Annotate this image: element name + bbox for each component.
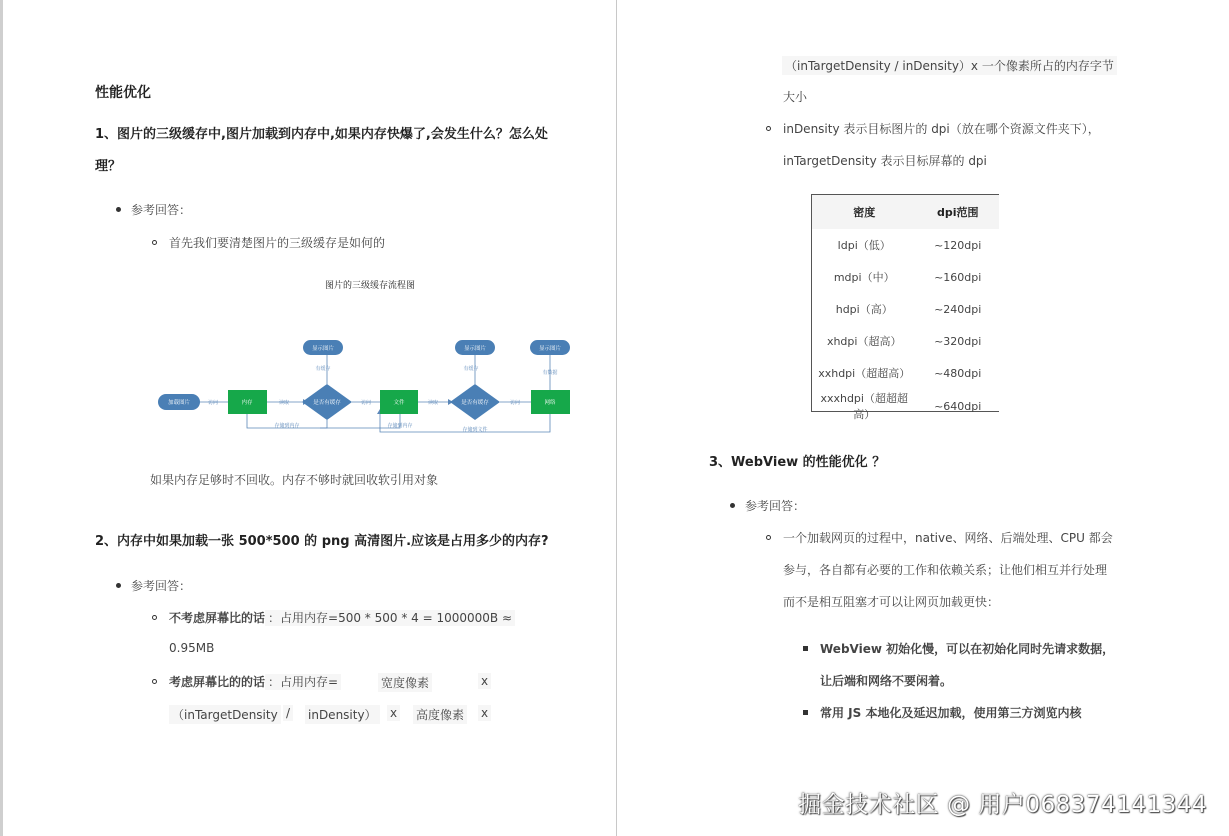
table-cell: ldpi（低） [837, 239, 891, 252]
q2-line2-f: x [478, 705, 491, 721]
page-divider [616, 0, 617, 836]
q1-sub1: 首先我们要清楚图片的三级缓存是如何的 [169, 236, 386, 250]
table-row [812, 389, 999, 423]
bullet-circle [152, 615, 157, 620]
diagram-label-has-cache2: 有缓存 [463, 366, 479, 372]
bullet-square [803, 710, 808, 715]
formula-cont-line2: 大小 [783, 90, 808, 104]
table-cell: hdpi（高） [835, 303, 893, 316]
table-header-density: 密度 [812, 195, 916, 229]
diagram-label-visit3: 访问 [509, 400, 521, 406]
q2-title: 2、内存中如果加载一张 500*500 的 png 高清图片.应该是占用多少的内存? [95, 534, 549, 549]
q3-item1-line1: WebView 初始化慢，可以在初始化同时先请求数据， [820, 642, 1115, 656]
q1-ref-label: 参考回答： [131, 203, 192, 217]
table-row [812, 293, 999, 325]
bullet-dot [116, 583, 121, 588]
q2-item1 [169, 609, 515, 626]
table-row [812, 357, 999, 389]
diagram-label-check-file: 是否有缓存 [461, 400, 489, 406]
density-note-line1: inDensity 表示目标图片的 dpi（放在哪个资源文件夹下）， [783, 122, 1100, 136]
q2-item2-x1: x [478, 673, 491, 689]
q3-title: 3、WebView 的性能优化 ？ [709, 455, 886, 470]
q3-sub-line2: 参与，各自都有必要的工作和依赖关系；让他们相互并行处理 [783, 563, 1108, 577]
table-row [812, 229, 999, 261]
q3-sub-line3: 而不是相互阻塞才可以让网页加载更快： [783, 595, 1000, 609]
diagram-label-store-mem: 存储到内存 [274, 423, 300, 429]
section-title: 性能优化 [95, 85, 151, 101]
table-cell: mdpi（中） [833, 271, 895, 284]
diagram-title: 图片的三级缓存流程图 [324, 281, 415, 291]
bullet-circle [152, 240, 157, 245]
bullet-circle [152, 679, 157, 684]
diagram-label-visit2: 访问 [360, 400, 372, 406]
diagram-label-has-data: 有数据 [542, 370, 558, 376]
diagram-label-network: 网络 [544, 400, 556, 406]
diagram-label-show1: 显示图片 [311, 346, 335, 352]
diagram-label-file: 文件 [393, 400, 405, 406]
q2-ref-label: 参考回答： [131, 579, 192, 593]
q3-item2: 常用 JS 本地化及延迟加载，使用第三方浏览内核 [820, 706, 1082, 720]
q2-item2-width: 宽度像素 [378, 673, 432, 692]
diagram-label-store-mem2: 存储到内存 [387, 423, 413, 429]
q2-line2-e: 高度像素 [413, 705, 467, 724]
table-cell: ~640dpi [934, 399, 982, 413]
bullet-circle [766, 126, 771, 131]
diagram-label-read1: 读取 [278, 400, 290, 406]
q2-line2-b: / [283, 705, 293, 721]
q3-item1-line2: 让后端和网络不要闲着。 [820, 674, 953, 688]
diagram-label-visit1: 访问 [207, 400, 219, 406]
diagram-label-check-mem: 是否有缓存 [313, 400, 341, 406]
diagram-label-show3: 显示图片 [538, 346, 562, 352]
diagram-label-store-file: 存储到文件 [462, 427, 488, 433]
table-cell: xxxhdpi（超超超高） [820, 392, 908, 421]
diagram-label-memory: 内存 [241, 400, 253, 406]
diagram-svg [150, 272, 580, 442]
q2-line2-a: （inTargetDensity [169, 705, 281, 724]
q2-item2-text: ：占用内存= [265, 674, 341, 690]
q2-item1-text: ：占用内存=500 * 500 * 4 = 1000000B ≈ [265, 610, 515, 626]
table-row [812, 261, 999, 293]
table-row [812, 325, 999, 357]
q2-item2 [169, 673, 341, 690]
bullet-square [803, 646, 808, 651]
diagram-label-read2: 读取 [427, 400, 439, 406]
table-cell: ~160dpi [934, 270, 982, 284]
q3-ref-label: 参考回答： [745, 499, 806, 513]
q1-title-line2: 理？ [95, 159, 122, 174]
q2-item2-bold: 考虑屏幕比的的话 [169, 675, 266, 689]
watermark: 掘金技术社区 @ 用户068374141344 [798, 792, 1207, 818]
diagram-label-show2: 显示图片 [463, 346, 487, 352]
q3-sub-line1: 一个加载网页的过程中，native、网络、后端处理、CPU 都会 [783, 531, 1113, 545]
table-header-dpi: dpi范围 [916, 195, 999, 229]
table-cell: xxhdpi（超超高） [818, 367, 911, 380]
table-cell: ~320dpi [934, 334, 982, 348]
diagram-label-load: 加载图片 [167, 400, 191, 406]
table-cell: ~120dpi [934, 238, 982, 252]
q1-title-line1: 1、图片的三级缓存中,图片加载到内存中,如果内存快爆了,会发生什么？怎么处 [95, 127, 548, 142]
bullet-dot [730, 503, 735, 508]
table-cell: xhdpi（超高） [826, 335, 902, 348]
table-cell: ~480dpi [934, 366, 982, 380]
q1-conclusion: 如果内存足够时不回收。内存不够时就回收软引用对象 [150, 473, 439, 487]
dpi-table [811, 194, 999, 421]
cache-flow-diagram [150, 272, 580, 442]
q2-item1-bold: 不考虑屏幕比的话 [169, 611, 266, 625]
formula-cont-line1: （inTargetDensity / inDensity）x 一个像素所占的内存字节 [782, 56, 1117, 75]
table-cell: ~240dpi [934, 302, 982, 316]
density-note-line2: inTargetDensity 表示目标屏幕的 dpi [783, 154, 987, 168]
bullet-dot [116, 207, 121, 212]
diagram-label-has-cache1: 有缓存 [315, 366, 331, 372]
q2-line2-c: inDensity） [305, 705, 380, 724]
q2-line2-d: x [387, 705, 400, 721]
q2-item1-line2: 0.95MB [169, 641, 215, 655]
bullet-circle [766, 535, 771, 540]
